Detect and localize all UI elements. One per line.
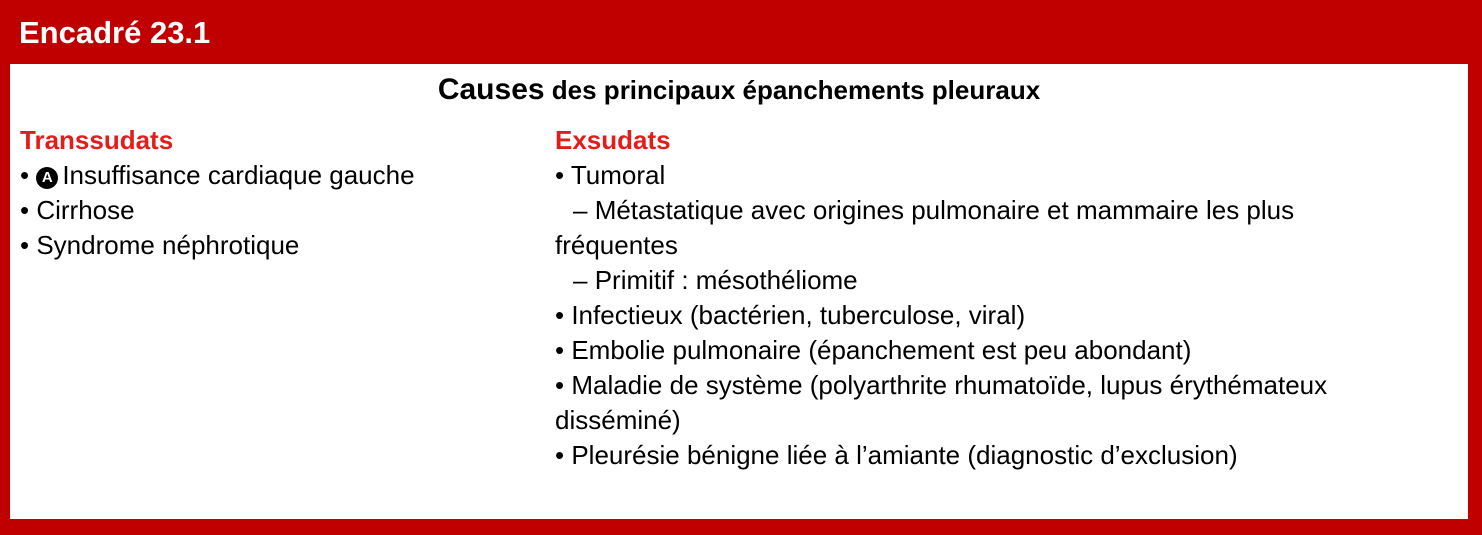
title-lead: Causes bbox=[437, 73, 545, 106]
transsudats-list bbox=[20, 158, 540, 263]
list-item bbox=[555, 333, 1455, 368]
list-item bbox=[555, 368, 1455, 403]
exsudats-column bbox=[555, 122, 1455, 473]
item-text: fréquentes bbox=[555, 230, 678, 260]
exsudats-heading: Exsudats bbox=[555, 125, 671, 155]
item-text: Syndrome néphrotique bbox=[36, 230, 300, 260]
dash: – bbox=[573, 265, 595, 295]
bullet: • bbox=[555, 160, 571, 190]
list-item bbox=[555, 158, 1455, 193]
item-text: Infectieux (bactérien, tuberculose, viral) bbox=[571, 300, 1026, 330]
transsudats-column bbox=[20, 122, 540, 263]
list-item bbox=[20, 228, 540, 263]
sub-list-item bbox=[555, 263, 1455, 298]
bullet: • bbox=[555, 370, 572, 400]
list-item bbox=[555, 438, 1455, 473]
circled-letter-a-icon: A bbox=[36, 167, 58, 189]
list-item bbox=[20, 193, 540, 228]
title-rest: des principaux épanchements pleuraux bbox=[544, 75, 1041, 105]
box-title bbox=[10, 70, 1468, 115]
item-text: disséminé) bbox=[555, 405, 681, 435]
bullet: • bbox=[555, 300, 572, 330]
item-text: Embolie pulmonaire (épanchement est peu abondant) bbox=[571, 335, 1192, 365]
list-item-continuation bbox=[555, 403, 1455, 438]
dash: – bbox=[573, 195, 595, 225]
transsudats-heading: Transsudats bbox=[20, 125, 174, 155]
sub-list-item-continuation bbox=[555, 228, 1455, 263]
bullet: • bbox=[555, 440, 572, 470]
item-text: Insuffisance cardiaque gauche bbox=[62, 160, 415, 190]
item-text: Primitif : mésothéliome bbox=[594, 265, 858, 295]
bullet: • bbox=[20, 195, 37, 225]
item-text: Cirrhose bbox=[36, 195, 135, 225]
list-item bbox=[555, 298, 1455, 333]
bullet: • bbox=[20, 230, 37, 260]
item-text: Maladie de système (polyarthrite rhumatoïde, lupus érythémateux bbox=[571, 370, 1328, 400]
list-item bbox=[20, 158, 540, 193]
item-text: Pleurésie bénigne liée à l’amiante (diagnostic d’exclusion) bbox=[571, 440, 1238, 470]
exsudats-list bbox=[555, 158, 1455, 473]
item-text: Métastatique avec origines pulmonaire et mammaire les plus bbox=[594, 195, 1295, 225]
sub-list-item bbox=[555, 193, 1455, 228]
bullet: • bbox=[20, 160, 37, 190]
bullet: • bbox=[555, 335, 572, 365]
item-text: Tumoral bbox=[570, 160, 666, 190]
box-header bbox=[0, 0, 1482, 64]
box-label: Encadré 23.1 bbox=[19, 15, 211, 50]
box-body bbox=[10, 64, 1468, 519]
